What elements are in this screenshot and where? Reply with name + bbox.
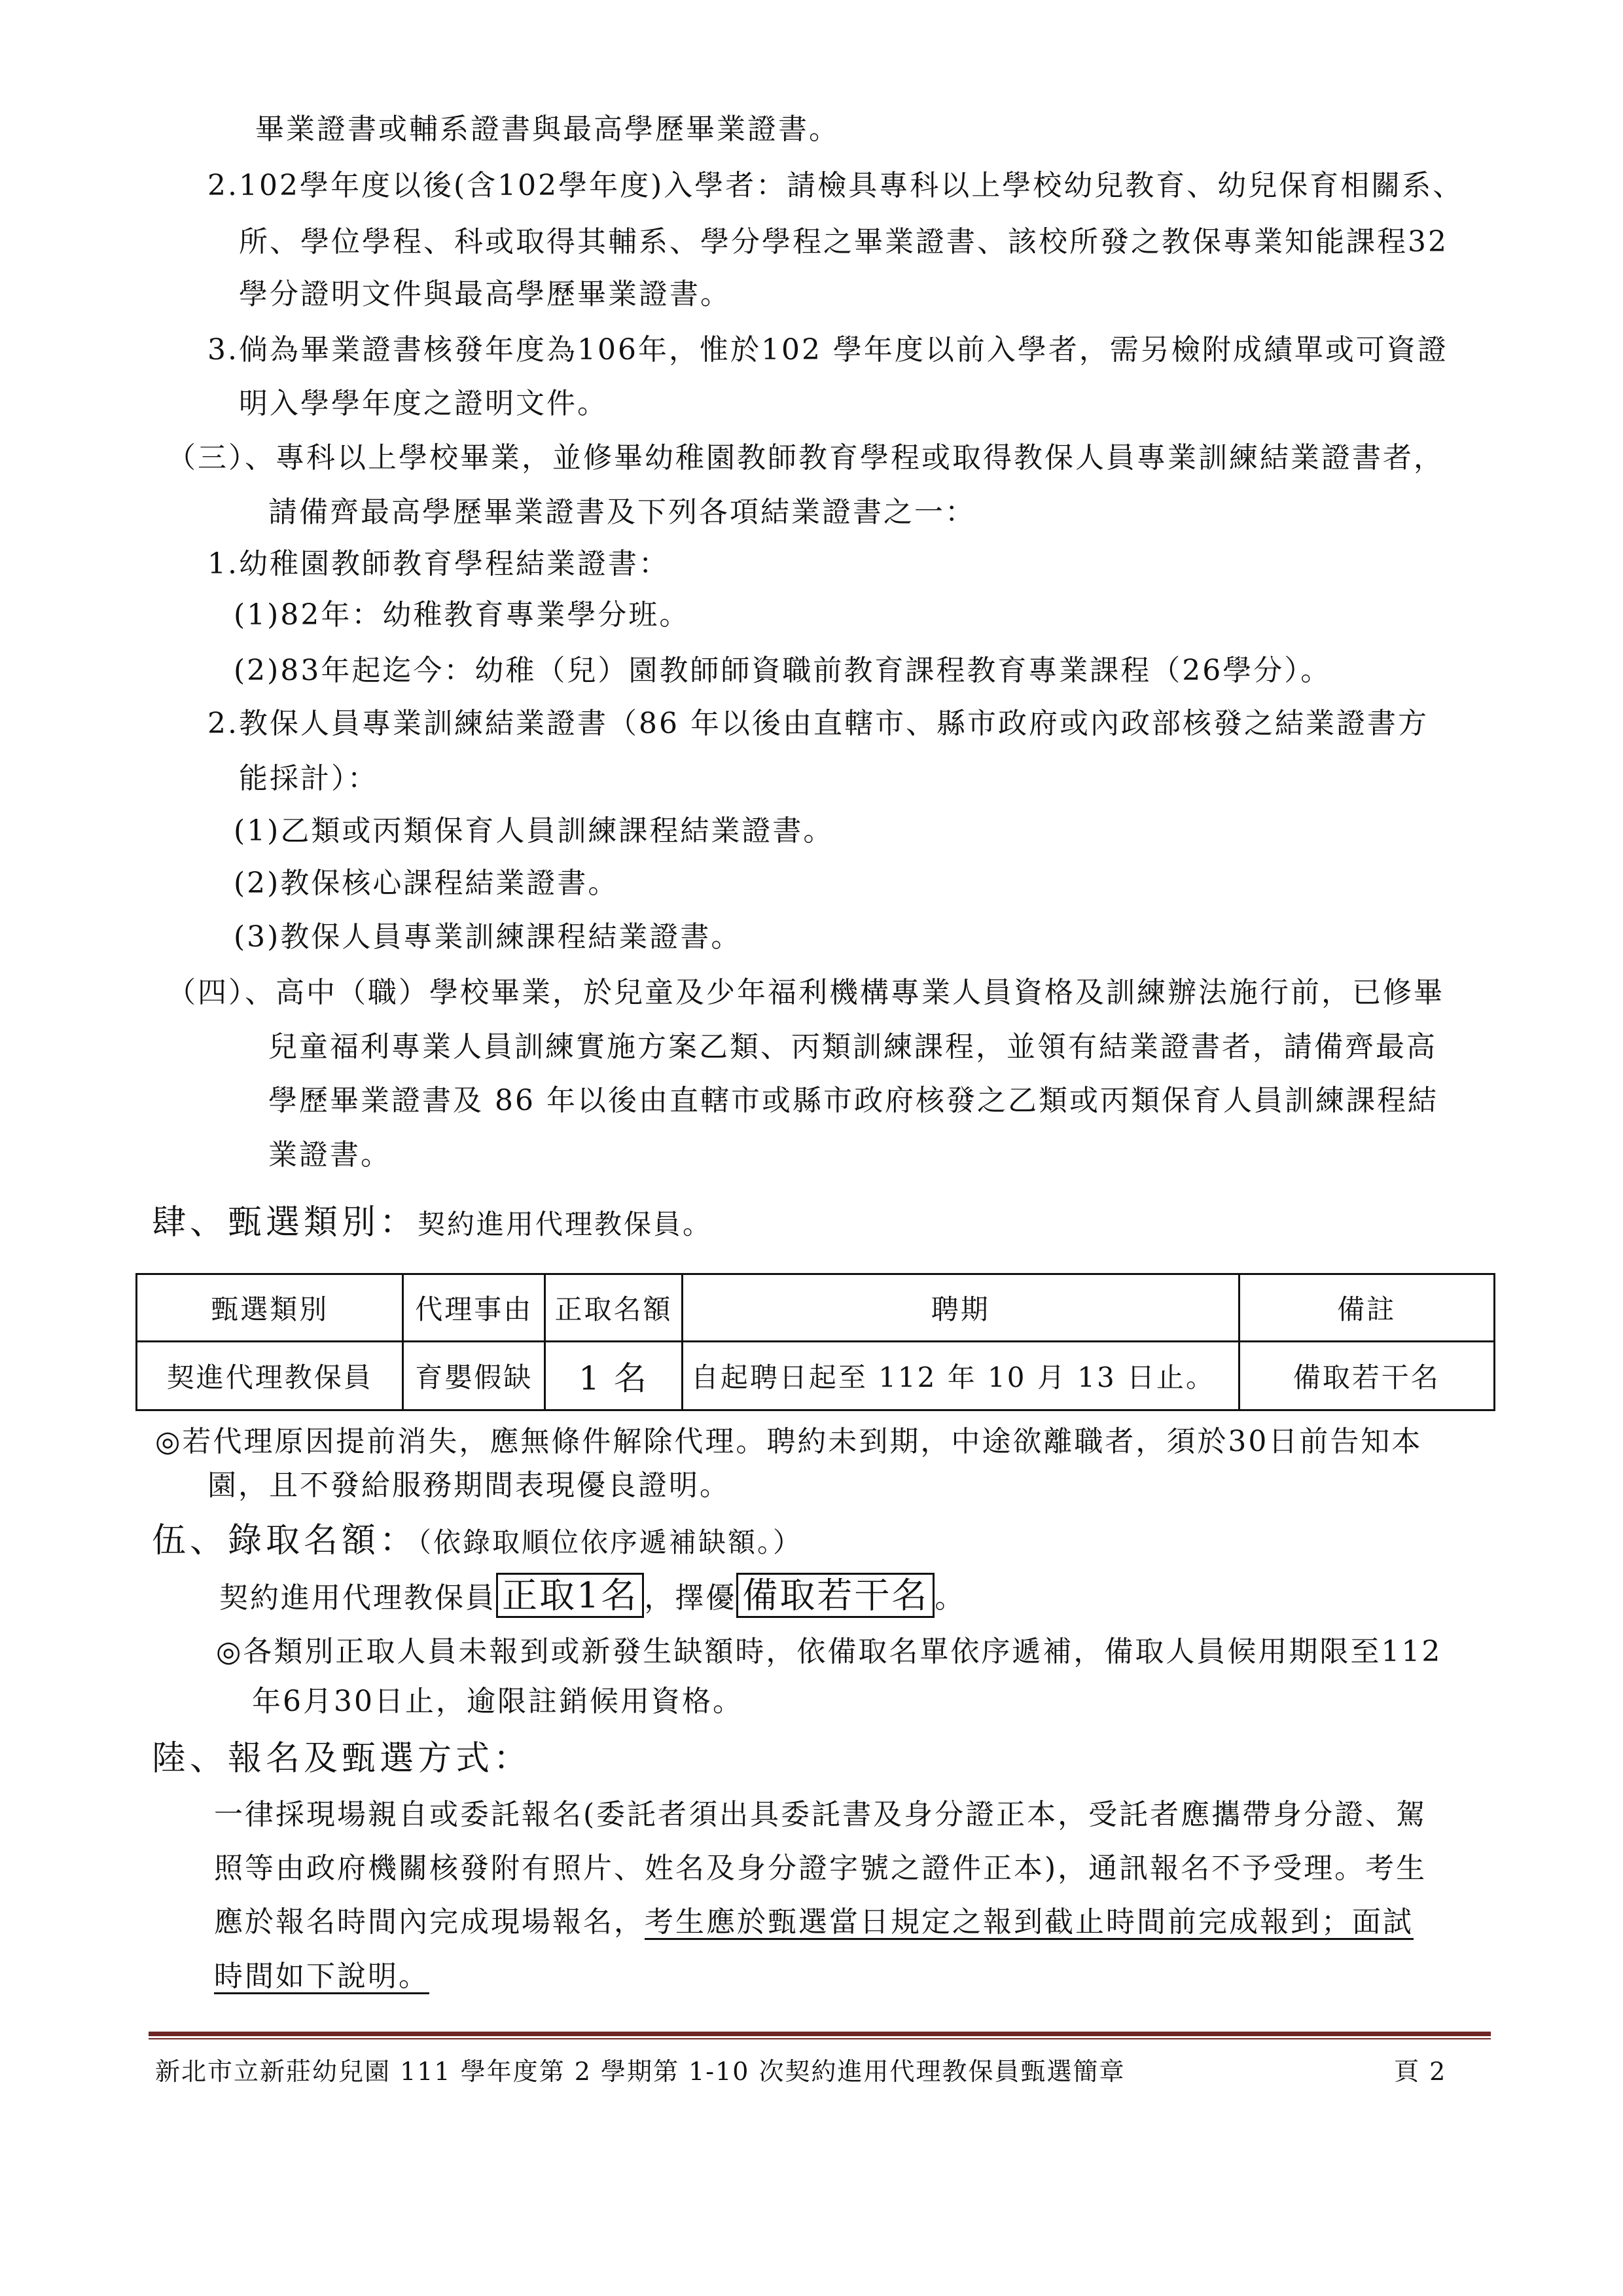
section-heading-subtext: （依錄取順位依序遞補缺額。） [418, 1526, 803, 1558]
paragraph-line: 3.倘為畢業證書核發年度為106年，惟於102 學年度以前入學者，需另檢附成績單或可資證 [207, 333, 1448, 367]
page-number: 頁 2 [1394, 2057, 1447, 2086]
paragraph-line: （四）、高中（職）學校畢業，於兒童及少年福利機構專業人員資格及訓練辦法施行前，已修畢 [167, 976, 1444, 1009]
quota-text: ，擇優 [644, 1581, 737, 1615]
quota-box-primary: 正取1名 [496, 1573, 644, 1618]
table-cell: 自起聘日起至 112 年 10 月 13 日止。 [682, 1342, 1239, 1410]
paragraph-line: 明入學學年度之證明文件。 [239, 387, 608, 420]
paragraph-line: (1)82年：幼稚教育專業學分班。 [234, 598, 690, 632]
paragraph-line: 學分證明文件與最高學歷畢業證書。 [239, 278, 731, 311]
table-header-cell: 正取名額 [545, 1274, 683, 1342]
table-cell: 契進代理教保員 [137, 1342, 403, 1410]
footer-divider-thin [149, 2038, 1491, 2039]
paragraph-line: 請備齊最高學歷畢業證書及下列各項結業證書之一： [268, 495, 976, 529]
paragraph-line: 能採計）： [239, 762, 378, 795]
quota-box-backup: 備取若干名 [736, 1573, 935, 1618]
table-header-row [137, 1274, 1495, 1342]
quota-line [219, 1576, 965, 1618]
note-line: 園，且不發給服務期間表現優良證明。 [207, 1469, 730, 1502]
paragraph-line: 2.教保人員專業訓練結業證書（86 年以後由直轄市、縣市政府或內政部核發之結業證書方 [207, 707, 1429, 740]
paragraph-line: (2)83年起迄今：幼稚（兒）園教師師資職前教育課程教育專業課程（26學分）。 [234, 654, 1332, 687]
paragraph-line: 1.幼稚園教師教育學程結業證書： [207, 547, 669, 581]
section-heading [152, 1520, 802, 1564]
section-heading-label: 肆、甄選類別： [152, 1203, 418, 1242]
paragraph-line: (1)乙類或丙類保育人員訓練課程結業證書。 [234, 814, 834, 848]
table-row [137, 1342, 1495, 1410]
paragraph-line: 畢業證書或輔系證書與最高學歷畢業證書。 [255, 113, 840, 146]
paragraph-line: 一律採現場親自或委託報名(委託者須出具委託書及身分證正本，受託者應攜帶身分證、駕 [214, 1798, 1427, 1831]
footer-divider [149, 2032, 1491, 2036]
note-line: ◎若代理原因提前消失，應無條件解除代理。聘約未到期，中途欲離職者，須於30日前告知本 [155, 1425, 1423, 1458]
table-cell: 育嬰假缺 [403, 1342, 545, 1410]
paragraph-line: 2.102學年度以後(含102學年度)入學者：請檢具專科以上學校幼兒教育、幼兒保育相關系、 [207, 169, 1464, 202]
underlined-text: 考生應於甄選當日規定之報到截止時間前完成報到；面試 [645, 1905, 1414, 1939]
table-header-cell: 甄選類別 [137, 1274, 403, 1342]
footer-title: 新北市立新莊幼兒園 111 學年度第 2 學期第 1-10 次契約進用代理教保員甄選簡章 [155, 2057, 1126, 2086]
paragraph-line: 學歷畢業證書及 86 年以後由直轄市或縣市政府核發之乙類或丙類保育人員訓練課程結 [268, 1084, 1438, 1117]
section-heading [152, 1202, 712, 1246]
paragraph-line [214, 1903, 1414, 1942]
section-heading: 陸、報名及甄選方式： [152, 1739, 532, 1778]
section-heading-text: 契約進用代理教保員。 [418, 1208, 713, 1240]
paragraph-line: 所、學位學程、科或取得其輔系、學分學程之畢業證書、該校所發之教保專業知能課程32 [239, 225, 1448, 259]
table-header-cell: 備註 [1239, 1274, 1494, 1342]
table-cell: 1 名 [545, 1342, 683, 1410]
paragraph-line: 兒童福利專業人員訓練實施方案乙類、丙類訓練課程，並領有結業證書者，請備齊最高 [268, 1030, 1437, 1064]
paragraph-line: 照等由政府機關核發附有照片、姓名及身分證字號之證件正本)，通訊報名不予受理。考生 [214, 1852, 1427, 1885]
selection-table [135, 1273, 1495, 1411]
table-cell: 備取若干名 [1239, 1342, 1494, 1410]
table-header-cell: 聘期 [682, 1274, 1239, 1342]
quota-text: 。 [935, 1581, 966, 1615]
table-header-cell: 代理事由 [403, 1274, 545, 1342]
section-heading-label: 伍、錄取名額： [152, 1521, 418, 1560]
note-line: 年6月30日止，逾限註銷候用資格。 [252, 1685, 743, 1718]
quota-text: 契約進用代理教保員 [219, 1581, 496, 1615]
paragraph-line: （三）、專科以上學校畢業，並修畢幼稚園教師教育學程或取得教保人員專業訓練結業證書者， [167, 441, 1444, 475]
paragraph-text: 應於報名時間內完成現場報名， [214, 1905, 645, 1939]
underlined-text: 時間如下說明。 [214, 1960, 429, 1993]
paragraph-line: 業證書。 [268, 1138, 391, 1172]
paragraph-line: (3)教保人員專業訓練課程結業證書。 [234, 920, 742, 954]
paragraph-line: (2)教保核心課程結業證書。 [234, 867, 619, 900]
note-line: ◎各類別正取人員未報到或新發生缺額時，依備取名單依序遞補，備取人員候用期限至112 [216, 1635, 1442, 1668]
paragraph-line [214, 1957, 429, 1996]
